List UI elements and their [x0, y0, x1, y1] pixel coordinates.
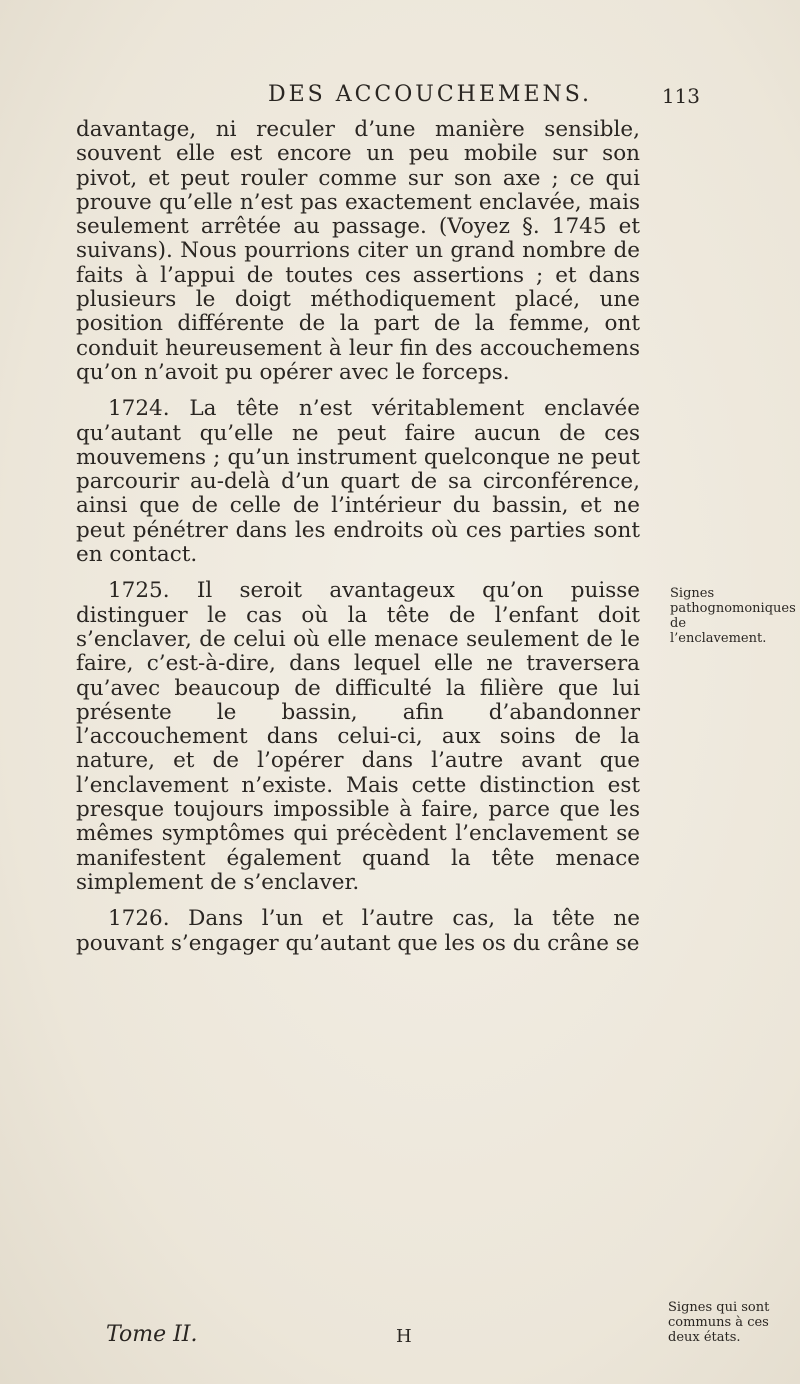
- running-head: DES ACCOUCHEMENS.: [267, 82, 593, 107]
- paragraph-1726-text: 1726. Dans l’un et l’autre cas, la tête ne pouvant s’engager qu’autant que les os du crâne se: [76, 906, 640, 956]
- margin-note-pathognomonic: Signes pathognomoniques de l’enclavement.: [670, 586, 796, 646]
- paragraph-1726: [76, 907, 640, 956]
- volume-label: Tome II.: [106, 1322, 198, 1347]
- page-footer: [76, 1322, 640, 1350]
- page-header: [160, 82, 700, 112]
- paragraph-1725-text: 1725. Il seroit avantageux qu’on puisse distinguer le cas où la tête de l’enfant doit s’enclaver, de celui où elle menace seulement de le faire, c’est-à-dire, dans lequel elle ne traversera qu’avec beaucoup de difficulté la filière que lui présente le bassin, afin d’abandonner l’accouchement dans celui-ci, aux soins de la nature, et de l’opérer dans l’autre avant que l’enclavement n’existe. Mais cette distinction est presque toujours impossible à faire, parce que les mêmes symptômes qui précèdent l’enclavement se manifestent également quand la tête menace simplement de s’enclaver.: [76, 578, 640, 895]
- margin-note-common-signs: Signes qui sont communs à ces deux états.: [668, 1300, 770, 1345]
- signature-mark: H: [396, 1326, 412, 1347]
- body-text: [76, 118, 640, 956]
- page-number: 113: [661, 84, 700, 108]
- paragraph-1725: [76, 579, 640, 895]
- paragraph-1724: [76, 397, 640, 567]
- paragraph-continued: davantage, ni reculer d’une manière sensible, souvent elle est encore un peu mobile sur son pivot, et peut rouler comme sur son axe ; ce qui prouve qu’elle n’est pas exactement enclavée, mais seulement arrêtée au passage. (Voyez §. 1745 et suivans). Nous pourrions citer un grand nombre de faits à l’appui de toutes ces assertions ; et dans plusieurs le doigt méthodiquement placé, une position différente de la part de la femme, ont conduit heureusement à leur fin des accouchemens qu’on n’avoit pu opérer avec le forceps.: [76, 117, 640, 385]
- paragraph-1724-text: 1724. La tête n’est véritablement enclavée qu’autant qu’elle ne peut faire aucun de ces mouvemens ; qu’un instrument quelconque ne peut parcourir au-delà d’un quart de sa circonférence, ainsi que de celle de l’intérieur du bassin, et ne peut pénétrer dans les endroits où ces parties sont en contact.: [76, 396, 640, 568]
